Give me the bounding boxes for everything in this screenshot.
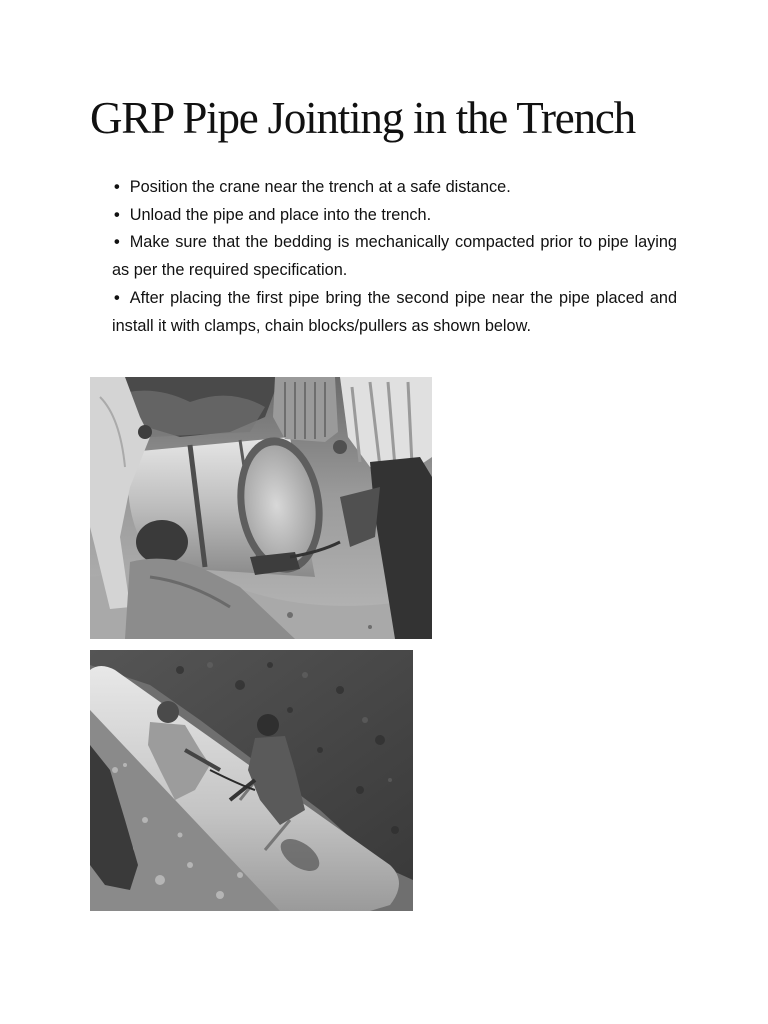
bullet-marker: • bbox=[114, 233, 120, 252]
list-item bbox=[112, 285, 677, 340]
bullet-text: After placing the first pipe bring the second pipe near the pipe placed and install it with clamps, chain blocks/pullers as shown below. bbox=[112, 288, 677, 335]
bullet-text: Unload the pipe and place into the trench. bbox=[129, 205, 432, 224]
bullet-text: Make sure that the bedding is mechanically compacted prior to pipe laying as per the required specification. bbox=[112, 233, 677, 280]
pipes-in-trench-photo bbox=[90, 650, 413, 911]
list-item bbox=[112, 174, 677, 202]
bullet-marker: • bbox=[114, 205, 120, 224]
pipe-clamping-photo bbox=[90, 377, 432, 639]
bullet-list bbox=[112, 174, 677, 340]
page-title: GRP Pipe Jointing in the Trench bbox=[90, 93, 635, 143]
list-item bbox=[112, 229, 677, 284]
bullet-marker: • bbox=[114, 288, 120, 307]
bullet-marker: • bbox=[114, 178, 120, 196]
list-item bbox=[112, 202, 677, 230]
bullet-text: Position the crane near the trench at a safe distance. bbox=[129, 178, 511, 196]
